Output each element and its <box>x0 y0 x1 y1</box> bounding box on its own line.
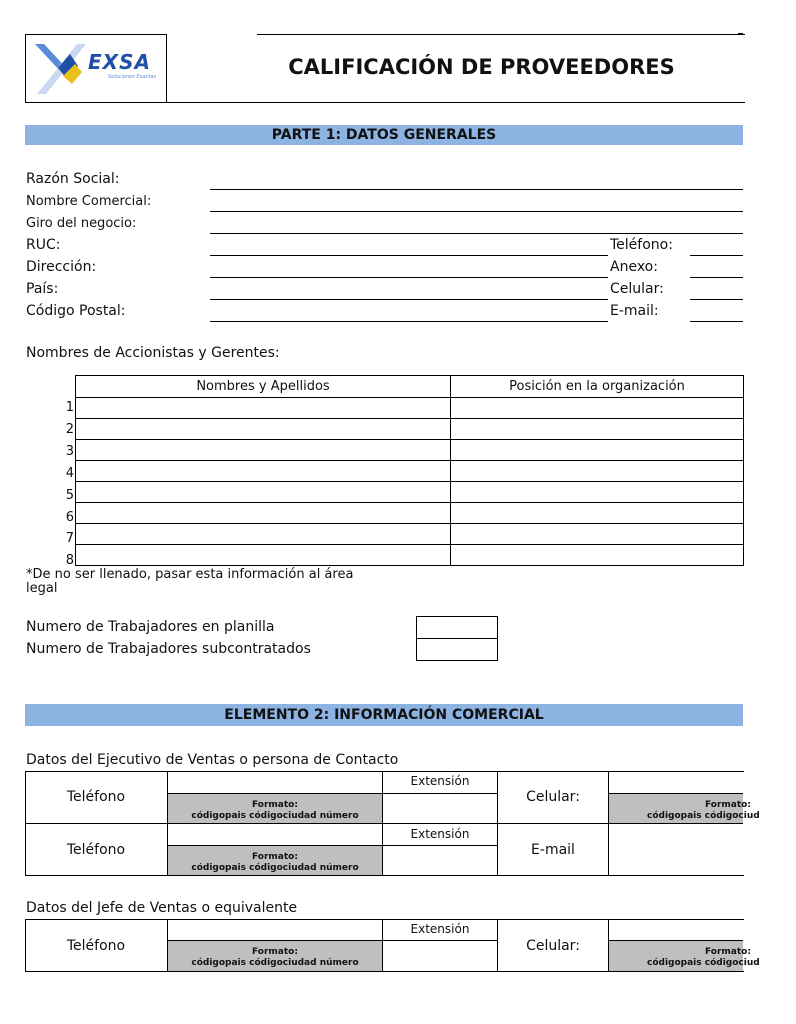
celular-label-1: Celular: <box>526 789 580 805</box>
nombre-comercial-line[interactable] <box>210 211 743 212</box>
name-cell[interactable] <box>76 461 451 482</box>
workers-payroll-input[interactable] <box>416 616 498 639</box>
table-row <box>76 545 744 566</box>
position-cell[interactable] <box>451 482 744 503</box>
format-hint-celular-boss <box>609 941 760 971</box>
part2-band: ELEMENTO 2: INFORMACIÓN COMERCIAL <box>25 704 743 726</box>
boss-section-label: Datos del Jefe de Ventas o equivalente <box>26 900 298 916</box>
format-title: Formato: <box>705 947 751 957</box>
row-number: 8 <box>65 553 74 568</box>
email-line[interactable] <box>690 321 743 322</box>
name-cell[interactable] <box>76 503 451 524</box>
format-title: Formato: <box>705 800 751 810</box>
format-value: códigopais códigociudad número <box>191 863 359 873</box>
name-cell[interactable] <box>76 398 451 419</box>
ruc-label: RUC: <box>26 237 61 253</box>
format-title: Formato: <box>252 800 298 810</box>
row-number: 1 <box>65 400 74 415</box>
row-number: 3 <box>65 444 74 459</box>
position-cell[interactable] <box>451 461 744 482</box>
email-label: E-mail: <box>610 303 659 319</box>
row-number: 7 <box>65 531 74 546</box>
contact-phone-label-1: Teléfono <box>66 789 126 805</box>
extension-input-2[interactable] <box>383 846 497 875</box>
page-title: CALIFICACIÓN DE PROVEEDORES <box>288 55 675 79</box>
format-value: códigopais códigociud <box>647 958 760 968</box>
note-clip <box>26 567 446 596</box>
contact-phone-input-1[interactable] <box>167 771 382 793</box>
name-cell[interactable] <box>76 419 451 440</box>
position-cell[interactable] <box>451 545 744 566</box>
pais-label: País: <box>26 281 59 297</box>
table-row <box>76 482 744 503</box>
name-cell[interactable] <box>76 440 451 461</box>
contact-table <box>25 771 760 876</box>
table-row <box>76 419 744 440</box>
email-label-contact: E-mail <box>531 842 575 858</box>
contact-section-label: Datos del Ejecutivo de Ventas o persona de Contacto <box>26 752 399 768</box>
extension-label-2: Extensión <box>410 827 470 841</box>
nombre-comercial-label: Nombre Comercial: <box>26 194 152 209</box>
table-row <box>76 461 744 482</box>
workers-sub-label: Numero de Trabajadores subcontratados <box>26 641 311 657</box>
direccion-line[interactable] <box>210 277 608 278</box>
table-row <box>76 398 744 419</box>
part1-band: PARTE 1: DATOS GENERALES <box>25 125 743 145</box>
workers-payroll-label: Numero de Trabajadores en planilla <box>26 619 275 635</box>
celular-line[interactable] <box>690 299 743 300</box>
format-hint-1 <box>168 794 382 823</box>
shareholders-table <box>75 375 744 566</box>
telefono-line[interactable] <box>690 255 743 256</box>
row-number: 4 <box>65 466 74 481</box>
name-cell[interactable] <box>76 545 451 566</box>
format-value: códigopais códigociudad número <box>191 811 359 821</box>
position-cell[interactable] <box>451 440 744 461</box>
giro-line[interactable] <box>210 233 743 234</box>
note-text <box>26 568 446 596</box>
codigo-postal-label: Código Postal: <box>26 303 126 319</box>
note-line-2: legal <box>26 581 58 596</box>
logo-tagline: Soluciones Exactas <box>108 74 156 80</box>
ruc-line[interactable] <box>210 255 608 256</box>
header-position: Posición en la organización <box>451 376 744 398</box>
table-row <box>76 524 744 545</box>
direccion-label: Dirección: <box>26 259 97 275</box>
header-top-gap <box>167 33 257 36</box>
format-hint-celular <box>609 794 760 823</box>
extension-input-boss[interactable] <box>383 941 497 971</box>
razon-social-label: Razón Social: <box>26 171 120 187</box>
row-number: 2 <box>65 422 74 437</box>
company-logo <box>30 38 164 98</box>
position-cell[interactable] <box>451 419 744 440</box>
workers-sub-input[interactable] <box>416 638 498 661</box>
celular-input-1[interactable] <box>609 771 743 793</box>
celular-label: Celular: <box>610 281 664 297</box>
format-title: Formato: <box>252 947 298 957</box>
contact-phone-label-2: Teléfono <box>66 842 126 858</box>
celular-label-boss: Celular: <box>526 937 580 954</box>
anexo-line[interactable] <box>690 277 743 278</box>
header-names: Nombres y Apellidos <box>76 376 451 398</box>
anexo-label: Anexo: <box>610 259 658 275</box>
extension-label-boss: Extensión <box>410 922 470 936</box>
email-input-contact[interactable] <box>609 824 743 875</box>
codigo-postal-line[interactable] <box>210 321 608 322</box>
boss-phone-label: Teléfono <box>66 937 126 954</box>
name-cell[interactable] <box>76 524 451 545</box>
table-row <box>76 503 744 524</box>
format-title: Formato: <box>252 852 298 862</box>
shareholders-label: Nombres de Accionistas y Gerentes: <box>26 345 280 361</box>
format-value: códigopais códigociud <box>647 811 760 821</box>
extension-label-1: Extensión <box>410 774 470 788</box>
logo-wordmark: EXSA <box>88 50 151 74</box>
position-cell[interactable] <box>451 398 744 419</box>
format-hint-2 <box>168 846 382 875</box>
table-row <box>76 440 744 461</box>
celular-input-boss[interactable] <box>609 919 743 940</box>
giro-label: Giro del negocio: <box>26 216 137 231</box>
table-header-row <box>76 376 744 398</box>
header-right-tick <box>738 33 743 35</box>
format-value: códigopais códigociudad número <box>191 958 359 968</box>
format-hint-boss <box>168 941 382 971</box>
telefono-label: Teléfono: <box>610 237 673 253</box>
position-cell[interactable] <box>451 503 744 524</box>
razon-social-line[interactable] <box>210 189 743 190</box>
row-number: 5 <box>65 488 74 503</box>
boss-phone-input[interactable] <box>168 919 382 940</box>
position-cell[interactable] <box>451 524 744 545</box>
row-number: 6 <box>65 510 74 525</box>
contact-phone-input-2[interactable] <box>168 824 382 845</box>
boss-table <box>25 919 760 972</box>
note-line-1: *De no ser llenado, pasar esta información al área <box>26 567 354 582</box>
extension-input-1[interactable] <box>383 794 497 823</box>
pais-line[interactable] <box>210 299 608 300</box>
name-cell[interactable] <box>76 482 451 503</box>
